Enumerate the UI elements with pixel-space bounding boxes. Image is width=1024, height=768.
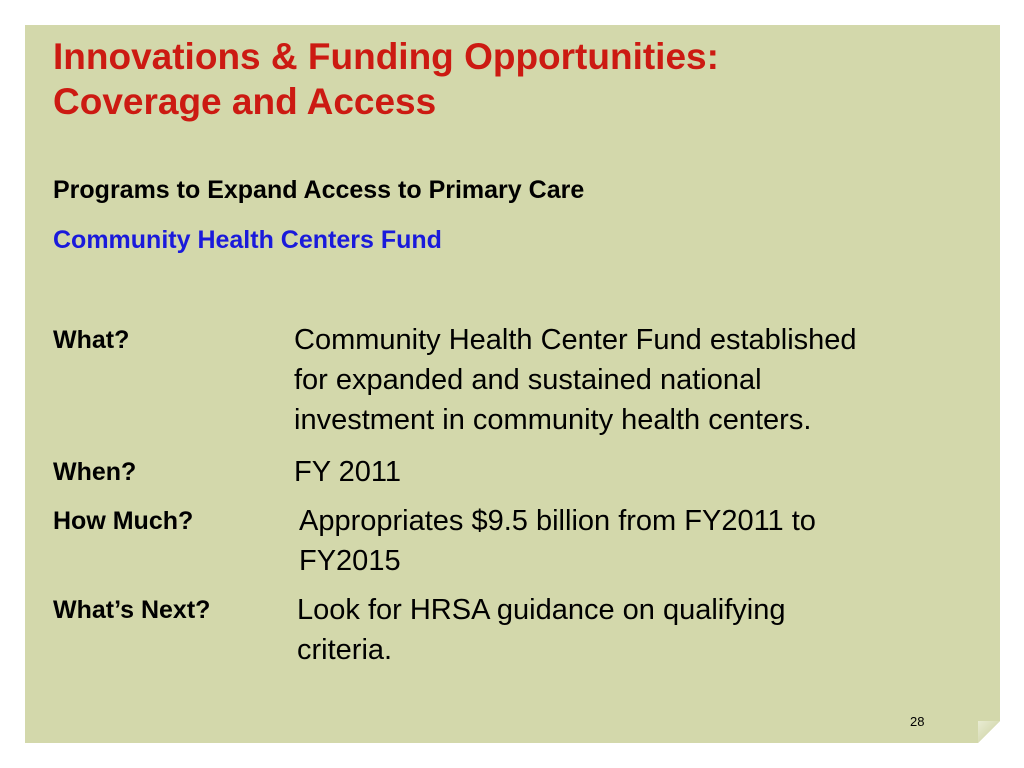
row-value-whats-next	[297, 590, 977, 670]
program-name: Community Health Centers Fund	[53, 226, 442, 254]
page-curl-corner	[978, 721, 1000, 743]
title-line-2: Coverage and Access	[53, 81, 437, 122]
row-value-line: Look for HRSA guidance on qualifying	[297, 594, 786, 626]
row-value-line: investment in community health centers.	[294, 404, 812, 436]
row-value-when	[294, 452, 974, 492]
row-label-what: What?	[53, 326, 130, 354]
row-label-when: When?	[53, 458, 137, 486]
title-line-1: Innovations & Funding Opportunities:	[53, 36, 719, 77]
slide-title	[53, 34, 953, 124]
row-value-line: for expanded and sustained national	[294, 364, 762, 396]
section-subtitle: Programs to Expand Access to Primary Care	[53, 176, 585, 204]
row-value-line: FY2015	[299, 545, 401, 577]
row-value-what	[294, 320, 974, 440]
row-value-line: FY 2011	[294, 456, 401, 488]
row-value-line: Appropriates $9.5 billion from FY2011 to	[299, 505, 816, 537]
row-value-line: criteria.	[297, 634, 393, 666]
row-value-line: Community Health Center Fund established	[294, 324, 857, 356]
page-number: 28	[910, 714, 925, 729]
row-label-how-much: How Much?	[53, 507, 194, 535]
row-label-whats-next: What’s Next?	[53, 596, 211, 624]
row-value-how-much	[299, 501, 979, 581]
